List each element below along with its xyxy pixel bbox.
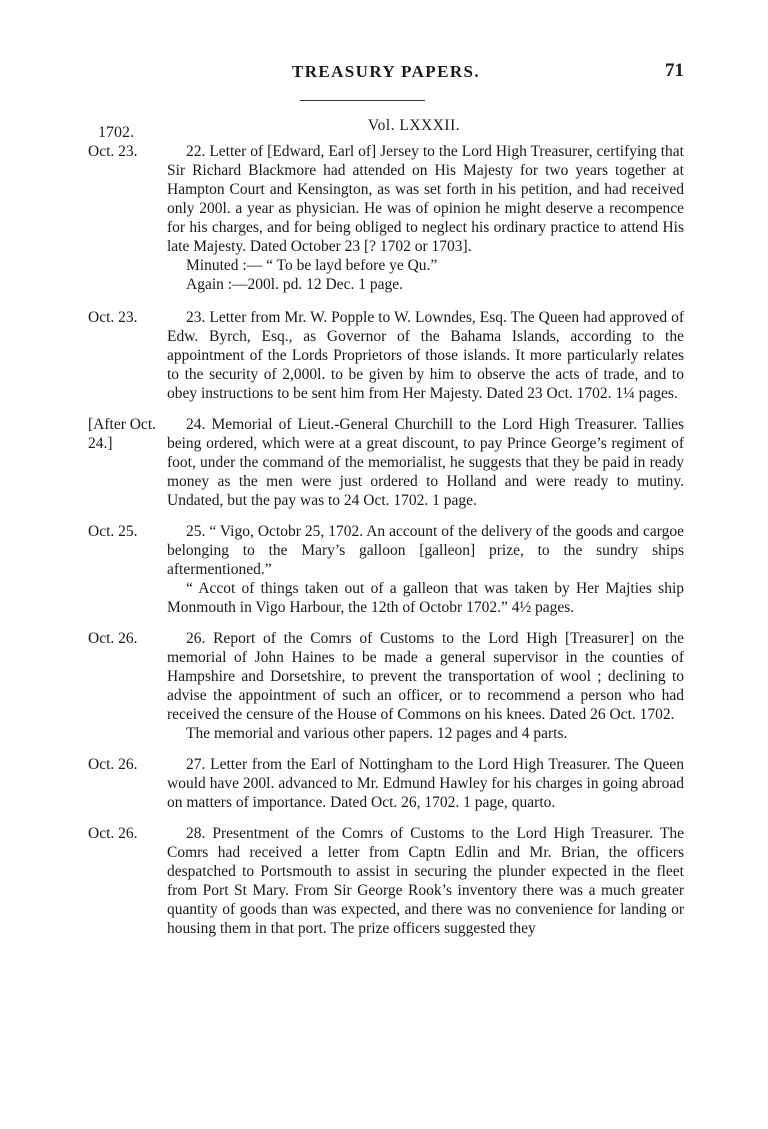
entry-26 [0, 629, 768, 743]
head-rule [300, 100, 425, 101]
entry-body [167, 415, 684, 510]
entry-date: Oct. 26. [88, 825, 138, 842]
entry-24 [0, 415, 768, 510]
entries-list [0, 142, 768, 948]
entry-note: The memorial and various other papers. 12 pages and 4 parts. [186, 725, 568, 742]
entry-body [167, 824, 684, 938]
entry-text: 28. Presentment of the Comrs of Customs to the Lord High Treasurer. The Comrs had received a letter from Captn Edlin and Mr. Brian, the officers despatched to Portsmouth to assist in securing the plunder expected in the fleet from Port St Mary. From Sir George Rook’s inventory there was a much greater quantity of goods than was expected, and there was no convenience for landing or housing them in that port. The prize officers suggested they [167, 825, 684, 937]
page-number: 71 [665, 60, 684, 81]
entry-date: [After Oct. 24.] [88, 416, 156, 452]
entry-note: “ Accot of things taken out of a galleon that was taken by Her Majties ship Monmouth in Vigo Harbour, the 12th of Octobr 1702.” 4½ pages. [167, 580, 684, 616]
entry-25 [0, 522, 768, 617]
entry-text: 24. Memorial of Lieut.-General Churchill to the Lord High Treasurer. Tallies being ordered, which were at a great discount, to pay Prince George’s regiment of foot, under the command of the memorialist, he suggests that they be paid in ready money as the men were just ordered to Holland and were ready to mutiny. Undated, but the pay was to 24 Oct. 1702. 1 page. [167, 416, 684, 509]
entry-text: 26. Report of the Comrs of Customs to the Lord High [Treasurer] on the memorial of John Haines to be made a general supervisor in the counties of Hampshire and Dorsetshire, to prevent the transportation of wool ; declining to advise the appointment of such an officer, or to recommend a person who had received the censure of the House of Commons on his knees. Dated 26 Oct. 1702. [167, 630, 684, 723]
volume-heading: Vol. LXXXII. [367, 117, 461, 134]
entry-body [167, 755, 684, 812]
entry-date: Oct. 26. [88, 756, 138, 773]
entry-body [167, 629, 684, 743]
entry-text: 22. Letter of [Edward, Earl of] Jersey to the Lord High Treasurer, certifying that Sir Richard Blackmore had attended on His Majesty for two years together at Hampton Court and Kensington, as was set forth in his petition, and had received only 200l. a year as physician. He was of opinion he might deserve a recompence for his charges, and for being obliged to neglect his ordinary practice to attend His late Majesty. Dated October 23 [? 1702 or 1703]. [167, 143, 684, 255]
entry-text: 27. Letter from the Earl of Nottingham to the Lord High Treasurer. The Queen would have 200l. advanced to Mr. Edmund Hawley for his charges in going abroad on matters of importance. Dated Oct. 26, 1702. 1 page, quarto. [167, 756, 684, 811]
entry-date: Oct. 23. [88, 309, 138, 326]
entry-date: Oct. 26. [88, 630, 138, 647]
entry-date: Oct. 25. [88, 523, 138, 540]
entry-27 [0, 755, 768, 812]
entry-22 [0, 142, 768, 294]
entry-text: 25. “ Vigo, Octobr 25, 1702. An account of the delivery of the goods and cargoe belonging to the Mary’s galloon [galleon] prize, to the sundry ships aftermentioned.” [167, 523, 684, 578]
year-label: 1702. [98, 124, 134, 141]
entry-23 [0, 308, 768, 403]
entry-date: Oct. 23. [88, 143, 138, 160]
running-title: TREASURY PAPERS. [291, 62, 481, 81]
entry-28 [0, 824, 768, 938]
entry-body [167, 142, 684, 294]
entry-body [167, 522, 684, 617]
entry-body [167, 308, 684, 403]
entry-text: 23. Letter from Mr. W. Popple to W. Lowndes, Esq. The Queen had approved of Edw. Byrch, Esq., as Governor of the Bahama Islands, according to the appointment of the Lords Proprietors of those islands. It more particularly relates to the security of 2,000l. to be given by him to observe the acts of trade, and to obey instructions to be sent him from Her Majesty. Dated 23 Oct. 1702. 1¼ pages. [167, 309, 684, 402]
entry-note: Minuted :— “ To be layd before ye Qu.” [186, 257, 438, 274]
entry-note: Again :—200l. pd. 12 Dec. 1 page. [186, 276, 403, 293]
running-head [88, 62, 684, 92]
